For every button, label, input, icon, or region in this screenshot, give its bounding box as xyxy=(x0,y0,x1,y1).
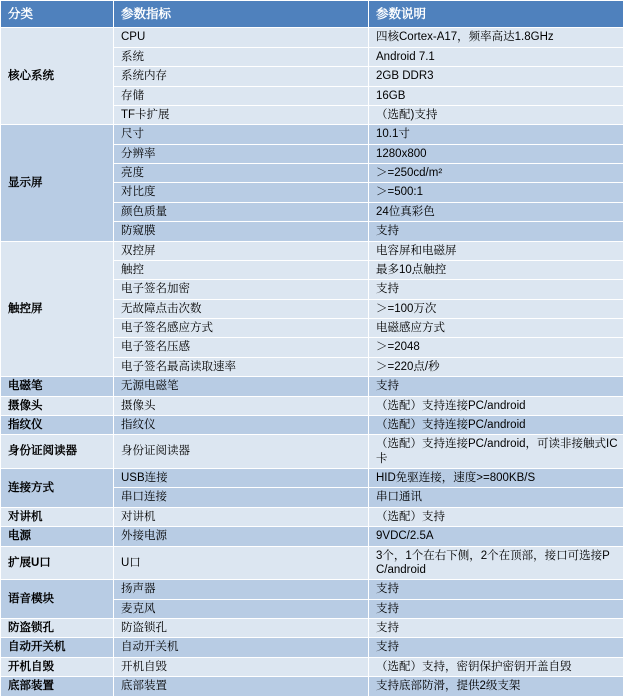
description-cell: 3个，1个在右下侧，2个在顶部，接口可选接PC/android xyxy=(369,546,623,580)
table-row xyxy=(1,469,623,488)
parameter-cell: USB连接 xyxy=(114,469,369,488)
parameter-cell: 自动开关机 xyxy=(114,638,369,657)
description-cell: 最多10点触控 xyxy=(369,260,623,279)
category-cell: 底部装置 xyxy=(1,677,114,696)
description-cell: Android 7.1 xyxy=(369,47,623,66)
parameter-cell: 尺寸 xyxy=(114,125,369,144)
table-row xyxy=(1,546,623,580)
description-cell: 电容屏和电磁屏 xyxy=(369,241,623,260)
table-row xyxy=(1,377,623,396)
table-row xyxy=(1,580,623,599)
parameter-cell: 麦克风 xyxy=(114,599,369,618)
category-cell: 核心系统 xyxy=(1,28,114,125)
description-cell: 1280x800 xyxy=(369,144,623,163)
parameter-cell: 摄像头 xyxy=(114,396,369,415)
category-cell: 语音模块 xyxy=(1,580,114,619)
description-cell: （选配）支持 xyxy=(369,507,623,526)
parameter-cell: 双控屏 xyxy=(114,241,369,260)
category-cell: 防盗锁孔 xyxy=(1,619,114,638)
description-cell: ＞=100万次 xyxy=(369,299,623,318)
parameter-cell: 电子签名感应方式 xyxy=(114,319,369,338)
parameter-cell: TF卡扩展 xyxy=(114,105,369,124)
table-row xyxy=(1,125,623,144)
parameter-cell: 底部装置 xyxy=(114,677,369,696)
category-cell: 开机自毁 xyxy=(1,657,114,676)
description-cell: 16GB xyxy=(369,86,623,105)
parameter-cell: 身份证阅读器 xyxy=(114,435,369,469)
category-cell: 扩展U口 xyxy=(1,546,114,580)
category-cell: 指纹仪 xyxy=(1,415,114,434)
description-cell: 四核Cortex-A17，频率高达1.8GHz xyxy=(369,28,623,47)
parameter-cell: 亮度 xyxy=(114,164,369,183)
category-cell: 触控屏 xyxy=(1,241,114,377)
table-body xyxy=(1,28,623,696)
description-cell: （选配）支持连接PC/android xyxy=(369,396,623,415)
description-cell: 2GB DDR3 xyxy=(369,67,623,86)
category-cell: 电源 xyxy=(1,527,114,546)
description-cell: ＞=250cd/m² xyxy=(369,164,623,183)
column-header-description: 参数说明 xyxy=(369,1,623,28)
parameter-cell: 系统内存 xyxy=(114,67,369,86)
parameter-cell: 颜色质量 xyxy=(114,202,369,221)
parameter-cell: 无源电磁笔 xyxy=(114,377,369,396)
parameter-cell: 防盗锁孔 xyxy=(114,619,369,638)
table-row xyxy=(1,241,623,260)
parameter-cell: 指纹仪 xyxy=(114,415,369,434)
table-row xyxy=(1,28,623,47)
parameter-cell: 开机自毁 xyxy=(114,657,369,676)
description-cell: 支持 xyxy=(369,619,623,638)
parameter-cell: 电子签名压感 xyxy=(114,338,369,357)
parameter-cell: 对比度 xyxy=(114,183,369,202)
description-cell: （选配）支持连接PC/android xyxy=(369,415,623,434)
table-header xyxy=(1,1,623,28)
category-cell: 身份证阅读器 xyxy=(1,435,114,469)
parameter-cell: 触控 xyxy=(114,260,369,279)
description-cell: HID免驱连接，速度>=800KB/S xyxy=(369,469,623,488)
parameter-cell: 防窥膜 xyxy=(114,222,369,241)
description-cell: ＞=2048 xyxy=(369,338,623,357)
category-cell: 摄像头 xyxy=(1,396,114,415)
parameter-cell: U口 xyxy=(114,546,369,580)
description-cell: 9VDC/2.5A xyxy=(369,527,623,546)
table-header-row xyxy=(1,1,623,28)
description-cell: 支持 xyxy=(369,599,623,618)
table-row xyxy=(1,527,623,546)
description-cell: 10.1寸 xyxy=(369,125,623,144)
description-cell: 电磁感应方式 xyxy=(369,319,623,338)
parameter-cell: 扬声器 xyxy=(114,580,369,599)
table-row xyxy=(1,435,623,469)
table-row xyxy=(1,619,623,638)
parameter-cell: 对讲机 xyxy=(114,507,369,526)
description-cell: 支持 xyxy=(369,580,623,599)
description-cell: 支持 xyxy=(369,280,623,299)
table-row xyxy=(1,507,623,526)
table-row xyxy=(1,396,623,415)
parameter-cell: 电子签名加密 xyxy=(114,280,369,299)
description-cell: （选配）支持连接PC/android，可读非接触式IC卡 xyxy=(369,435,623,469)
table-row xyxy=(1,657,623,676)
description-cell: ＞=500:1 xyxy=(369,183,623,202)
category-cell: 对讲机 xyxy=(1,507,114,526)
description-cell: 串口通讯 xyxy=(369,488,623,507)
category-cell: 显示屏 xyxy=(1,125,114,241)
parameter-cell: 无故障点击次数 xyxy=(114,299,369,318)
column-header-parameter: 参数指标 xyxy=(114,1,369,28)
parameter-cell: 电子签名最高读取速率 xyxy=(114,357,369,376)
description-cell: 支持底部防滑，提供2级支架 xyxy=(369,677,623,696)
description-cell: 支持 xyxy=(369,377,623,396)
description-cell: （选配）支持，密钥保护密钥开盖自毁 xyxy=(369,657,623,676)
category-cell: 连接方式 xyxy=(1,469,114,508)
description-cell: 24位真彩色 xyxy=(369,202,623,221)
parameter-cell: 存储 xyxy=(114,86,369,105)
description-cell: ＞=220点/秒 xyxy=(369,357,623,376)
category-cell: 自动开关机 xyxy=(1,638,114,657)
table-row xyxy=(1,638,623,657)
table-row xyxy=(1,415,623,434)
description-cell: 支持 xyxy=(369,638,623,657)
parameter-cell: 分辨率 xyxy=(114,144,369,163)
table-row xyxy=(1,677,623,696)
category-cell: 电磁笔 xyxy=(1,377,114,396)
parameter-cell: 串口连接 xyxy=(114,488,369,507)
parameter-cell: 系统 xyxy=(114,47,369,66)
column-header-category: 分类 xyxy=(1,1,114,28)
description-cell: 支持 xyxy=(369,222,623,241)
parameter-cell: CPU xyxy=(114,28,369,47)
description-cell: （选配)支持 xyxy=(369,105,623,124)
parameter-cell: 外接电源 xyxy=(114,527,369,546)
